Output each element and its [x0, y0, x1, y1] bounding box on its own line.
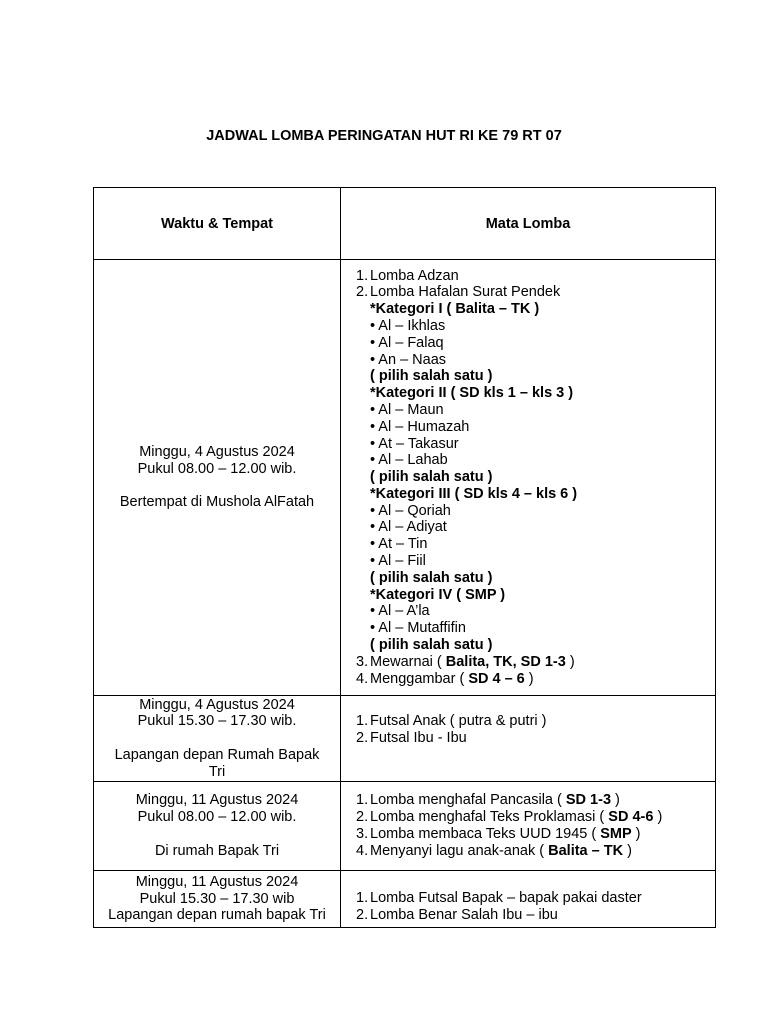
category-heading: *Kategori III ( SD kls 4 – kls 6 ) — [370, 485, 578, 502]
list-item: 3. Lomba membaca Teks UUD 1945 ( SMP ) — [356, 826, 641, 842]
event-date: Minggu, 4 Agustus 2024 — [139, 696, 295, 713]
choose-one-note: ( pilih salah satu ) — [370, 569, 493, 586]
event-date: Minggu, 11 Agustus 2024 — [135, 792, 299, 809]
competition-cell — [341, 782, 716, 871]
event-place: Bertempat di Mushola AlFatah — [119, 494, 315, 511]
list-item: 2. Lomba Hafalan Surat Pendek — [356, 284, 561, 301]
event-time: Pukul 15.30 – 17.30 wib — [139, 890, 295, 907]
list-item: • Al – Adiyat — [370, 519, 447, 536]
list-item: 2. Lomba Benar Salah Ibu – ibu — [356, 907, 558, 924]
list-item: 1. Lomba Adzan — [356, 267, 459, 284]
list-item: • An – Naas — [370, 351, 447, 368]
choose-one-note: ( pilih salah satu ) — [370, 368, 493, 385]
list-item: • Al – Falaq — [370, 334, 444, 351]
header-waktu-tempat: Waktu & Tempat — [94, 188, 341, 260]
event-place: Lapangan depan Rumah Bapak — [114, 746, 320, 763]
list-item: 2. Lomba menghafal Teks Proklamasi ( SD 4-6 ) — [356, 809, 663, 826]
table-row — [94, 260, 716, 696]
category-heading: *Kategori II ( SD kls 1 – kls 3 ) — [370, 385, 574, 402]
list-item: • At – Tin — [370, 536, 428, 553]
choose-one-note: ( pilih salah satu ) — [370, 469, 493, 486]
event-date: Minggu, 4 Agustus 2024 — [139, 443, 295, 460]
list-item: 1. Lomba menghafal Pancasila ( SD 1-3 ) — [356, 792, 620, 809]
table-row — [94, 871, 716, 928]
list-item: • Al – A’la — [370, 603, 430, 620]
choose-one-note: ( pilih salah satu ) — [370, 637, 493, 654]
event-place: Di rumah Bapak Tri — [154, 842, 280, 859]
table-header-row — [94, 188, 716, 260]
time-place-cell — [94, 871, 341, 928]
time-place-cell — [94, 696, 341, 782]
list-item: 1. Lomba Futsal Bapak – bapak pakai daster — [356, 890, 642, 907]
list-item: 2. Futsal Ibu - Ibu — [356, 730, 467, 747]
list-item: • Al – Fiil — [370, 553, 426, 570]
time-place-cell — [94, 260, 341, 696]
event-date: Minggu, 11 Agustus 2024 — [135, 873, 299, 890]
header-mata-lomba: Mata Lomba — [341, 188, 716, 260]
table-row — [94, 782, 716, 871]
list-item: • Al – Mutaffifin — [370, 620, 466, 637]
list-item: • Al – Humazah — [370, 418, 470, 435]
competition-cell — [341, 696, 716, 782]
schedule-table — [93, 187, 716, 928]
event-place-cont: Tri — [208, 763, 226, 780]
event-place: Lapangan depan rumah bapak Tri — [108, 907, 326, 924]
event-time: Pukul 08.00 – 12.00 wib. — [137, 460, 297, 477]
list-item: 3. Mewarnai ( Balita, TK, SD 1-3 ) — [356, 653, 575, 670]
list-item: 1. Futsal Anak ( putra & putri ) — [356, 713, 547, 730]
competition-cell — [341, 871, 716, 928]
list-item: • At – Takasur — [370, 435, 459, 452]
category-heading: *Kategori IV ( SMP ) — [370, 586, 506, 603]
event-time: Pukul 08.00 – 12.00 wib. — [137, 809, 297, 826]
category-heading: *Kategori I ( Balita – TK ) — [370, 301, 540, 318]
list-item: • Al – Lahab — [370, 452, 448, 469]
list-item: 4. Menyanyi lagu anak-anak ( Balita – TK ) — [356, 842, 632, 859]
event-time: Pukul 15.30 – 17.30 wib. — [137, 713, 297, 730]
time-place-cell — [94, 782, 341, 871]
list-item: • Al – Maun — [370, 401, 444, 418]
list-item: • Al – Ikhlas — [370, 317, 446, 334]
competition-cell — [341, 260, 716, 696]
list-item: • Al – Qoriah — [370, 502, 451, 519]
list-item: 4. Menggambar ( SD 4 – 6 ) — [356, 670, 534, 687]
table-row — [94, 696, 716, 782]
document-title: JADWAL LOMBA PERINGATAN HUT RI KE 79 RT 07 — [206, 128, 562, 144]
